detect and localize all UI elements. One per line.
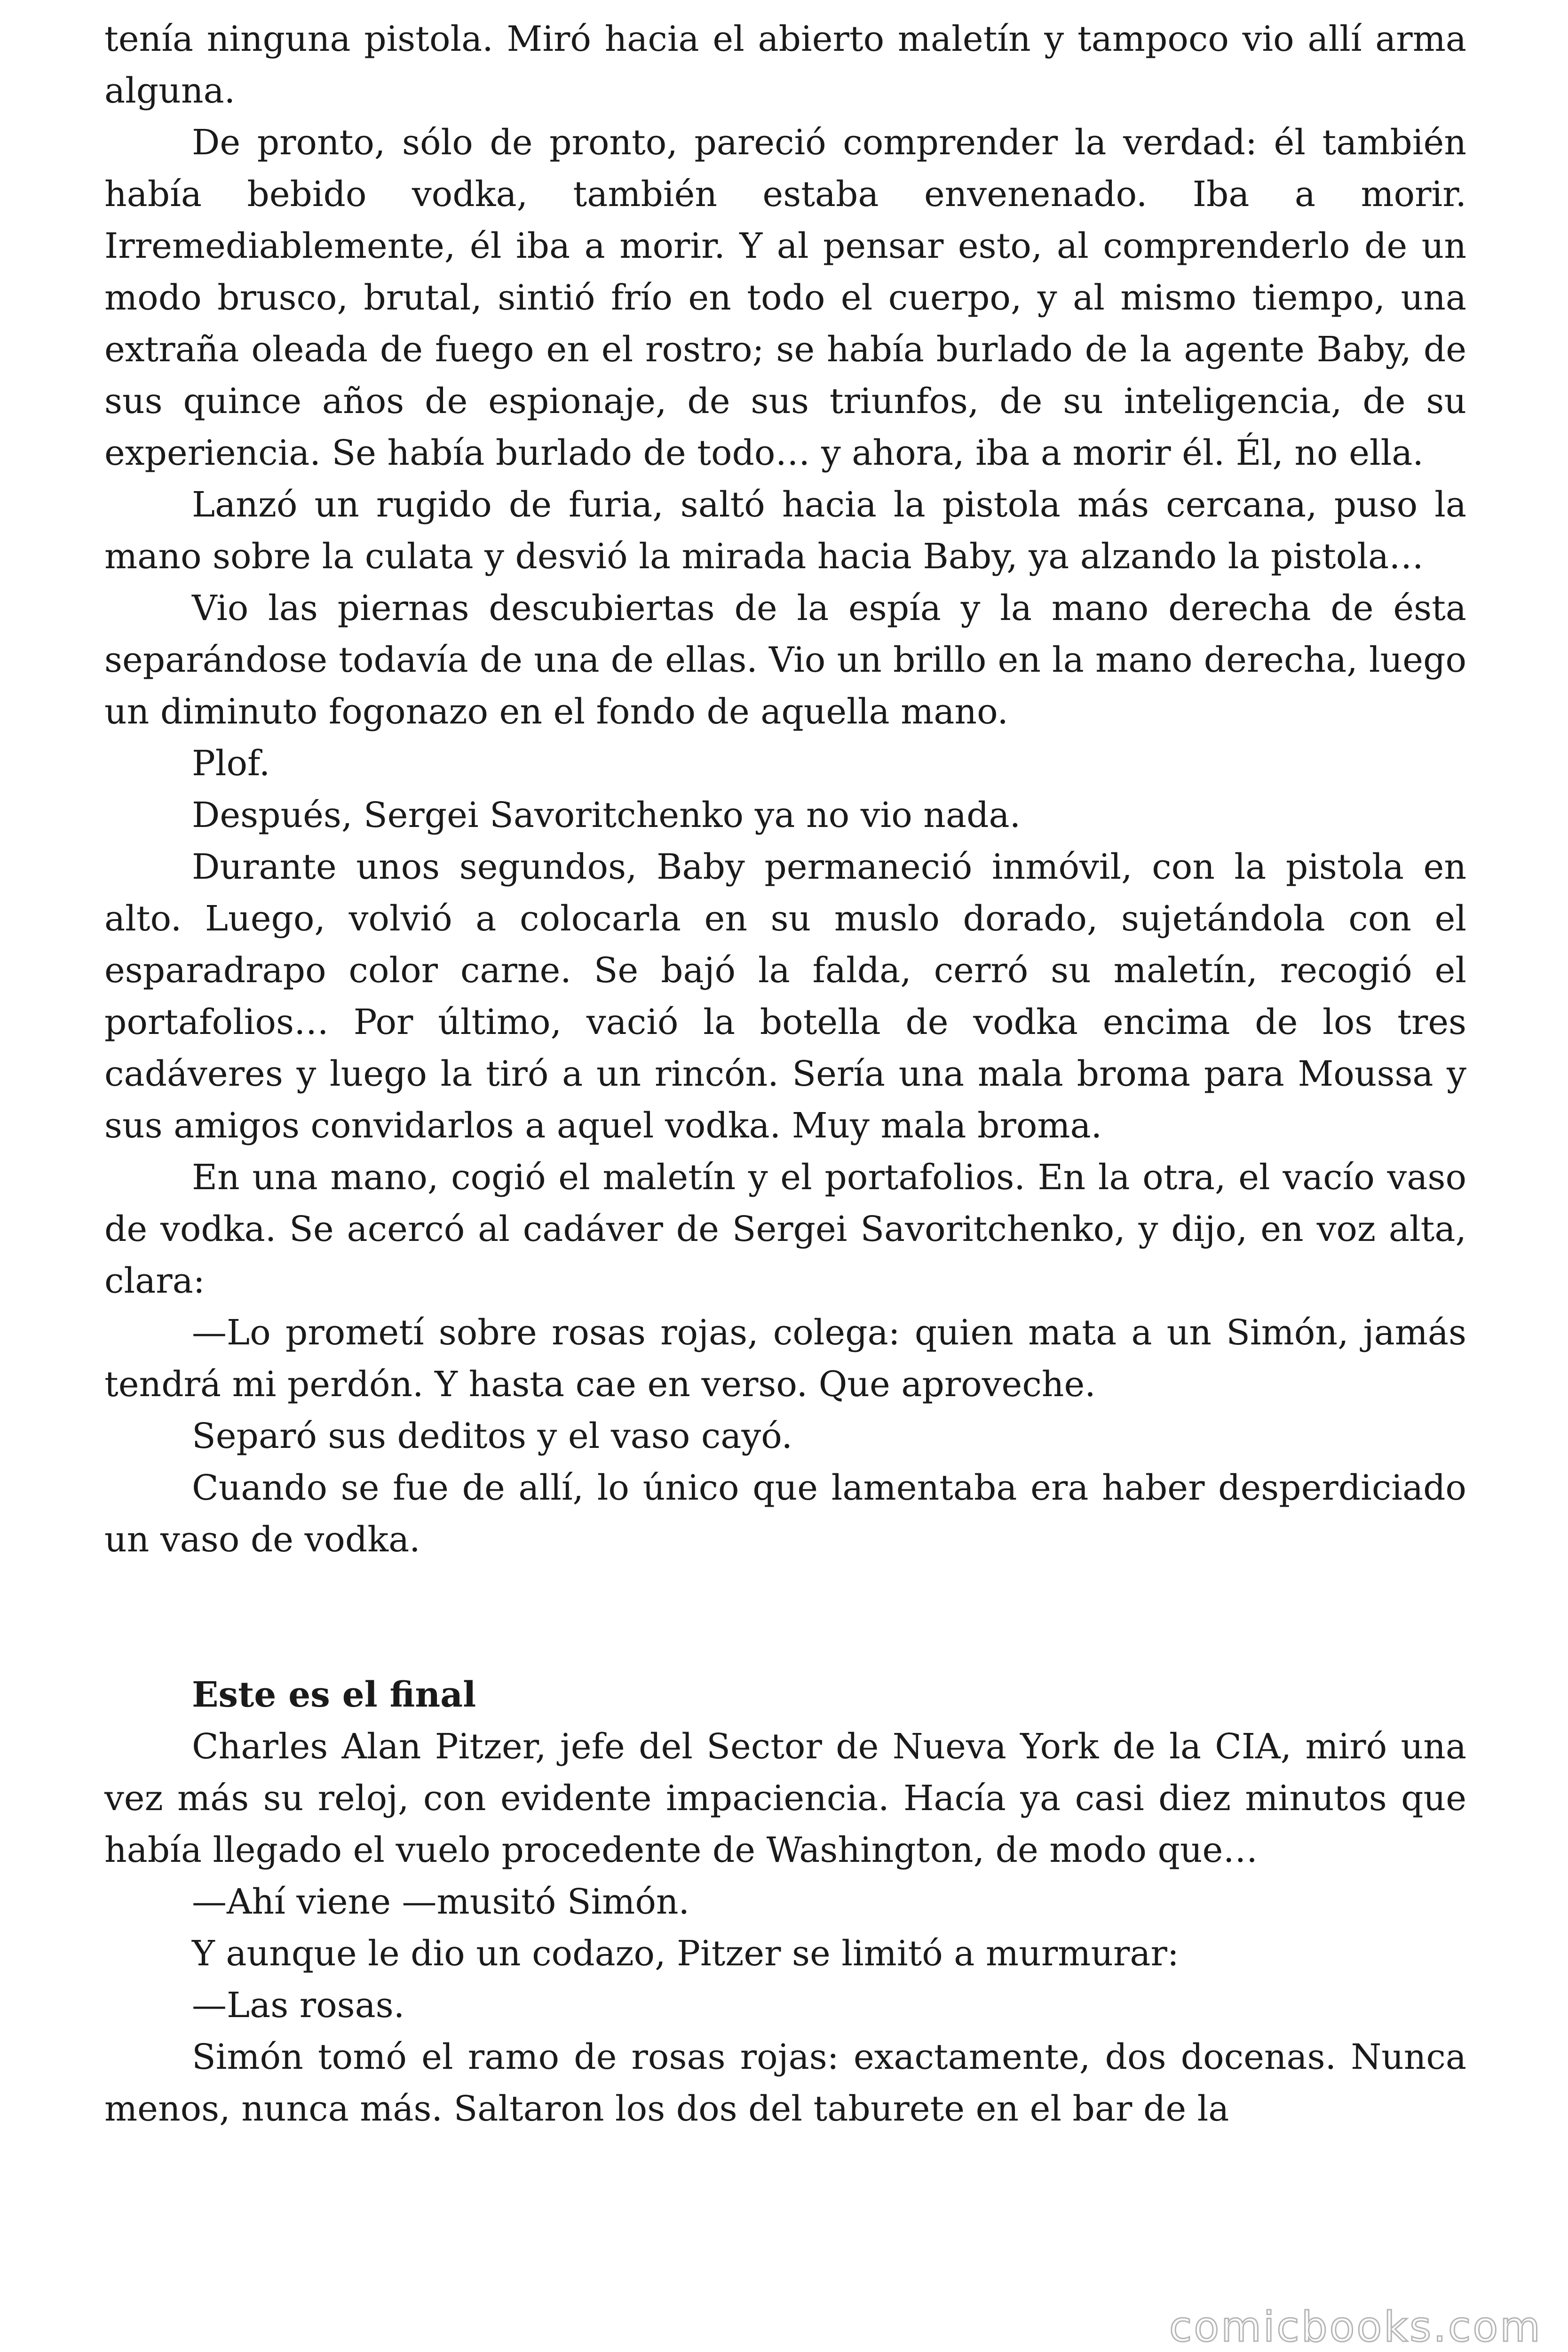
watermark-text: comicbooks.com — [1169, 2303, 1542, 2351]
paragraph: Y aunque le dio un codazo, Pitzer se limitó a murmurar: — [192, 1933, 1179, 1974]
paragraph: Lanzó un rugido de furia, saltó hacia la pistola más cercana, puso la mano sobre la culata y desvió la mirada hacia Baby, ya alzando la pistola… — [104, 485, 1466, 577]
paragraph: Después, Sergei Savoritchenko ya no vio nada. — [192, 795, 1021, 835]
paragraph: Separó sus deditos y el vaso cayó. — [192, 1416, 792, 1456]
paragraph: Simón tomó el ramo de rosas rojas: exactamente, dos docenas. Nunca menos, nunca más. Saltaron los dos del taburete en el bar de la — [104, 2037, 1466, 2129]
section-heading: Este es el final — [192, 1675, 476, 1715]
paragraph: En una mano, cogió el maletín y el portafolios. En la otra, el vacío vaso de vodka. Se acercó al cadáver de Sergei Savoritchenko, y dijo, en voz alta, clara: — [104, 1157, 1466, 1301]
paragraph: Plof. — [192, 743, 270, 784]
paragraph: De pronto, sólo de pronto, pareció comprender la verdad: él también había bebido vodka, también estaba envenenado. Iba a morir. Irremediablemente, él iba a morir. Y al pensar esto, al comprenderlo de un modo brusco, brutal, sintió frío en todo el cuerpo, y al mismo tiempo, una extraña oleada de fuego en el rostro; se había burlado de la agente Baby, de sus quince años de espionaje, de sus triunfos, de su inteligencia, de su experiencia. Se había burlado de todo… y ahora, iba a morir él. Él, no ella. — [104, 122, 1466, 473]
paragraph: Charles Alan Pitzer, jefe del Sector de Nueva York de la CIA, miró una vez más su reloj, con evidente impaciencia. Hacía ya casi diez minutos que había llegado el vuelo procedente de Washington, de modo que… — [104, 1726, 1466, 1870]
paragraph: Cuando se fue de allí, lo único que lamentaba era haber desperdiciado un vaso de vodka. — [104, 1468, 1466, 1560]
section-break — [104, 1565, 1466, 1669]
paragraph: tenía ninguna pistola. Miró hacia el abierto maletín y tampoco vio allí arma alguna. — [104, 19, 1466, 111]
paragraph: Vio las piernas descubiertas de la espía y la mano derecha de ésta separándose todavía de una de ellas. Vio un brillo en la mano derecha, luego un diminuto fogonazo en el fondo de aquella mano. — [104, 588, 1466, 732]
paragraph: Durante unos segundos, Baby permaneció inmóvil, con la pistola en alto. Luego, volvió a colocarla en su muslo dorado, sujetándola con el esparadrapo color carne. Se bajó la falda, cerró su maletín, recogió el portafolios… Por último, vació la botella de vodka encima de los tres cadáveres y luego la tiró a un rincón. Sería una mala broma para Moussa y sus amigos convidarlos a aquel vodka. Muy mala broma. — [104, 847, 1466, 1146]
page-text — [104, 13, 1466, 2135]
paragraph: —Lo prometí sobre rosas rojas, colega: quien mata a un Simón, jamás tendrá mi perdón. Y hasta cae en verso. Que aproveche. — [104, 1312, 1466, 1405]
paragraph: —Las rosas. — [192, 1985, 405, 2026]
paragraph: —Ahí viene —musitó Simón. — [192, 1882, 690, 1922]
